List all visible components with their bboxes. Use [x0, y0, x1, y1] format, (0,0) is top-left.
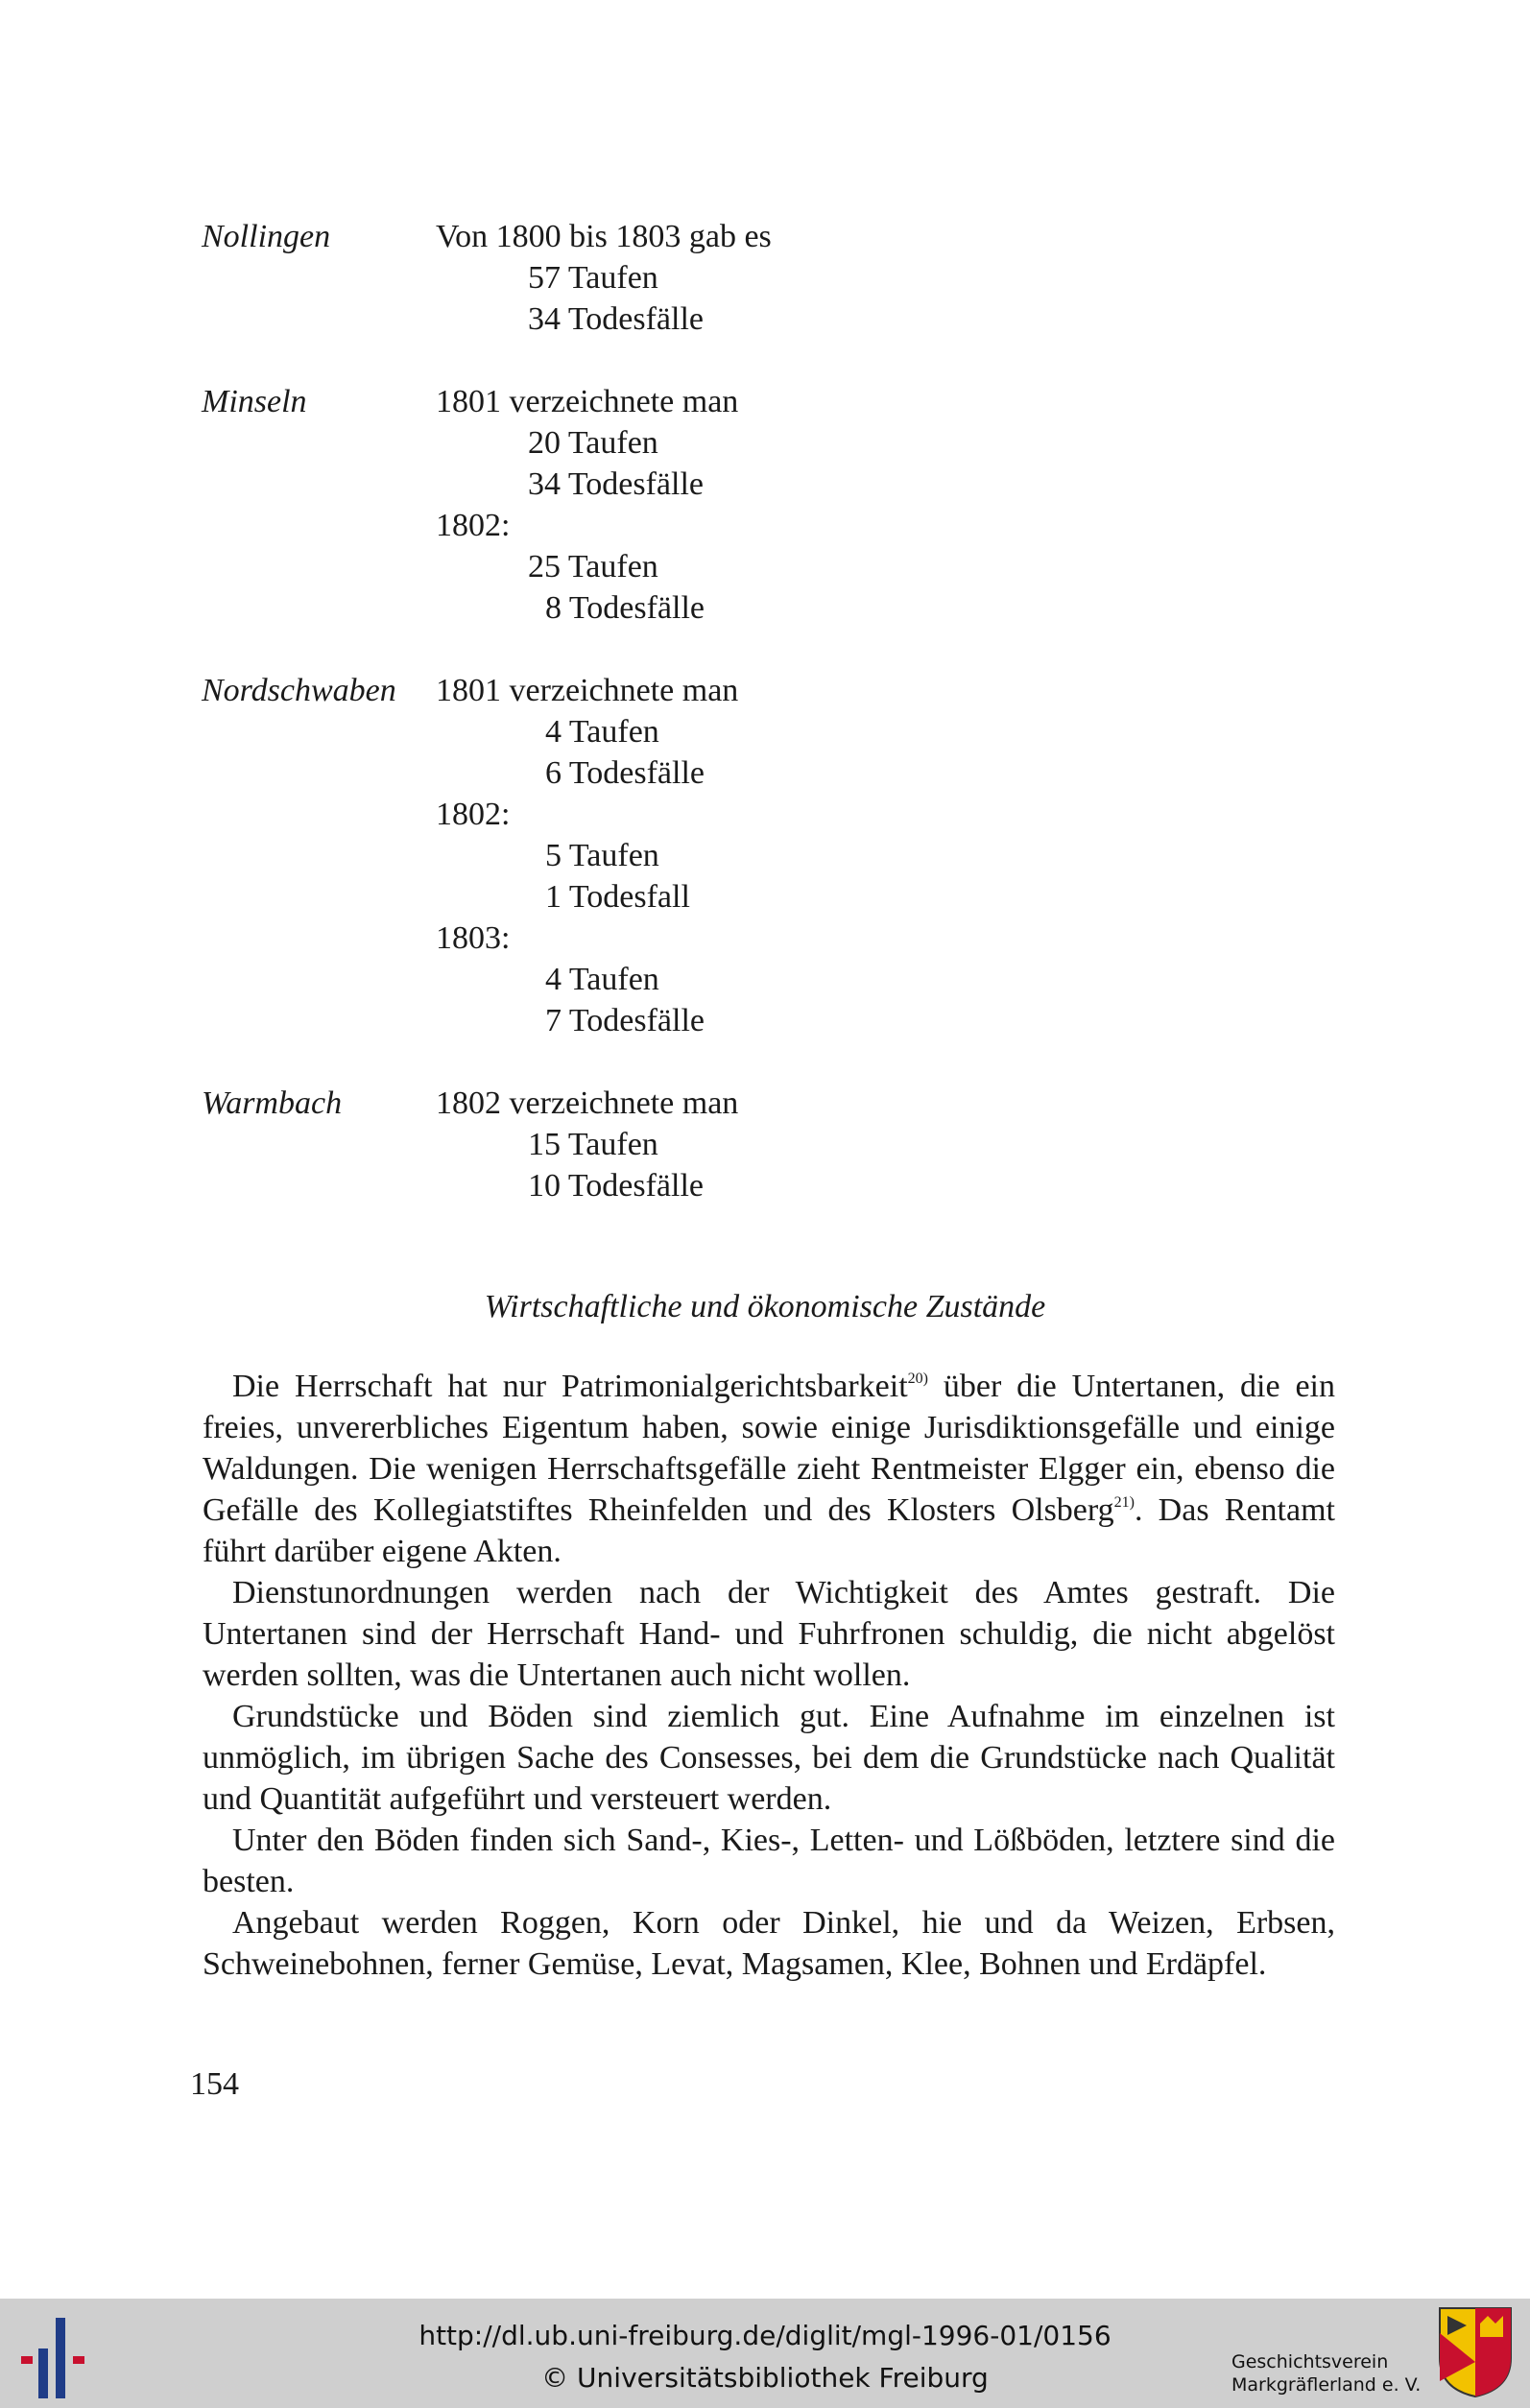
footer-bar [0, 2299, 1530, 2408]
paragraph [203, 1696, 1335, 1820]
village-name: Nollingen [202, 219, 331, 254]
stat-line [202, 587, 1065, 629]
stat-text: 1 Todesfall [545, 879, 690, 915]
paragraph [203, 1902, 1335, 1985]
paragraph-text: Grundstücke und Böden sind ziemlich gut. Eine Aufnahme im einzelnen ist unmöglich, im übrigen Sache des Consesses, bei dem die Grundstücke nach Qualität und Quantität aufgeführt und versteuert werden. [203, 1699, 1335, 1817]
footnote-reference: 21) [1113, 1494, 1135, 1511]
vital-statistics-list [202, 216, 1065, 1248]
stat-text: 1802 verzeichnete man [436, 1085, 739, 1121]
stat-line [202, 711, 1065, 752]
stat-text: 1801 verzeichnete man [436, 384, 739, 419]
stat-group [202, 216, 1065, 340]
stat-line [202, 257, 1065, 298]
paragraph-text: . Das Rentamt führt darüber eigene Akten. [203, 1492, 1335, 1569]
stat-text: 57 Taufen [528, 260, 658, 296]
paragraph-text: über die Untertanen, die ein freies, unvererbliches Eigentum haben, sowie einige Jurisdiktionsgefälle und einige Waldungen. Die wenigen Herrschaftsgefälle zieht Rentmeister Elgger ein, ebenso die Gefälle des Kollegiatstiftes Rheinfelden und des Klosters Olsberg [203, 1369, 1335, 1528]
stat-text: 15 Taufen [528, 1127, 658, 1162]
coat-of-arms-icon [1436, 2304, 1515, 2400]
page-number: 154 [190, 2066, 239, 2102]
footer-url-link[interactable]: http://dl.ub.uni-freiburg.de/diglit/mgl-1996-01/0156 [418, 2320, 1112, 2351]
stat-line [202, 1165, 1065, 1206]
paragraph-text: Dienstunordnungen werden nach der Wichtigkeit des Amtes gestraft. Die Untertanen sind der Herrschaft Hand- und Fuhrfronen schuldig, die nicht abgelöst werden sollten, was die Untertanen auch nicht wollen. [203, 1575, 1335, 1693]
stat-text: 1802: [436, 797, 511, 832]
stat-text: 34 Todesfälle [528, 466, 704, 502]
stat-text: 8 Todesfälle [545, 590, 705, 626]
stat-line [202, 1083, 1065, 1124]
paragraph-text: Die Herrschaft hat nur Patrimonialgerichtsbarkeit [232, 1369, 908, 1404]
paragraph [203, 1820, 1335, 1902]
stat-text: 25 Taufen [528, 549, 658, 584]
stat-group [202, 1083, 1065, 1206]
paragraph [203, 1366, 1335, 1572]
stat-text: 4 Taufen [545, 962, 659, 997]
stat-line [202, 794, 1065, 835]
body-text [203, 1366, 1335, 1985]
stat-line [202, 505, 1065, 546]
stat-text: 34 Todesfälle [528, 301, 704, 337]
village-name: Nordschwaben [202, 673, 396, 708]
stat-line [202, 1000, 1065, 1041]
footnote-reference: 20) [907, 1371, 928, 1387]
stat-text: 7 Todesfälle [545, 1003, 705, 1038]
stat-text: 6 Todesfälle [545, 755, 705, 791]
section-title: Wirtschaftliche und ökonomische Zustände [484, 1289, 1046, 1324]
stat-text: 10 Todesfälle [528, 1168, 704, 1204]
stat-line [202, 752, 1065, 794]
stat-group [202, 670, 1065, 1041]
stat-line [202, 1124, 1065, 1165]
stat-text: 1803: [436, 920, 511, 956]
stat-text: Von 1800 bis 1803 gab es [436, 219, 772, 254]
footer-copyright: © Universitätsbibliothek Freiburg [541, 2362, 989, 2394]
stat-text: 1802: [436, 508, 511, 543]
society-name-line2: Markgräflerland e. V. [1231, 2374, 1422, 2396]
stat-text: 20 Taufen [528, 425, 658, 461]
stat-line [202, 464, 1065, 505]
stat-line [202, 381, 1065, 422]
stat-line [202, 835, 1065, 876]
stat-line [202, 216, 1065, 257]
stat-line [202, 918, 1065, 959]
village-name: Warmbach [202, 1085, 343, 1121]
paragraph-text: Angebaut werden Roggen, Korn oder Dinkel, hie und da Weizen, Erbsen, Schweinebohnen, ferner Gemüse, Levat, Magsamen, Klee, Bohnen und Erdäpfel. [203, 1905, 1335, 1982]
stat-line [202, 422, 1065, 464]
stat-line [202, 298, 1065, 340]
paragraph [203, 1572, 1335, 1696]
stat-text: 4 Taufen [545, 714, 659, 750]
stat-line [202, 670, 1065, 711]
stat-group [202, 381, 1065, 629]
stat-line [202, 876, 1065, 918]
stat-line [202, 959, 1065, 1000]
paragraph-text: Unter den Böden finden sich Sand-, Kies-, Letten- und Lößböden, letztere sind die besten. [203, 1823, 1335, 1899]
stat-text: 1801 verzeichnete man [436, 673, 739, 708]
society-name [1231, 2350, 1443, 2396]
stat-line [202, 546, 1065, 587]
stat-text: 5 Taufen [545, 838, 659, 873]
village-name: Minseln [202, 384, 307, 419]
society-name-line1: Geschichtsverein [1231, 2351, 1389, 2372]
